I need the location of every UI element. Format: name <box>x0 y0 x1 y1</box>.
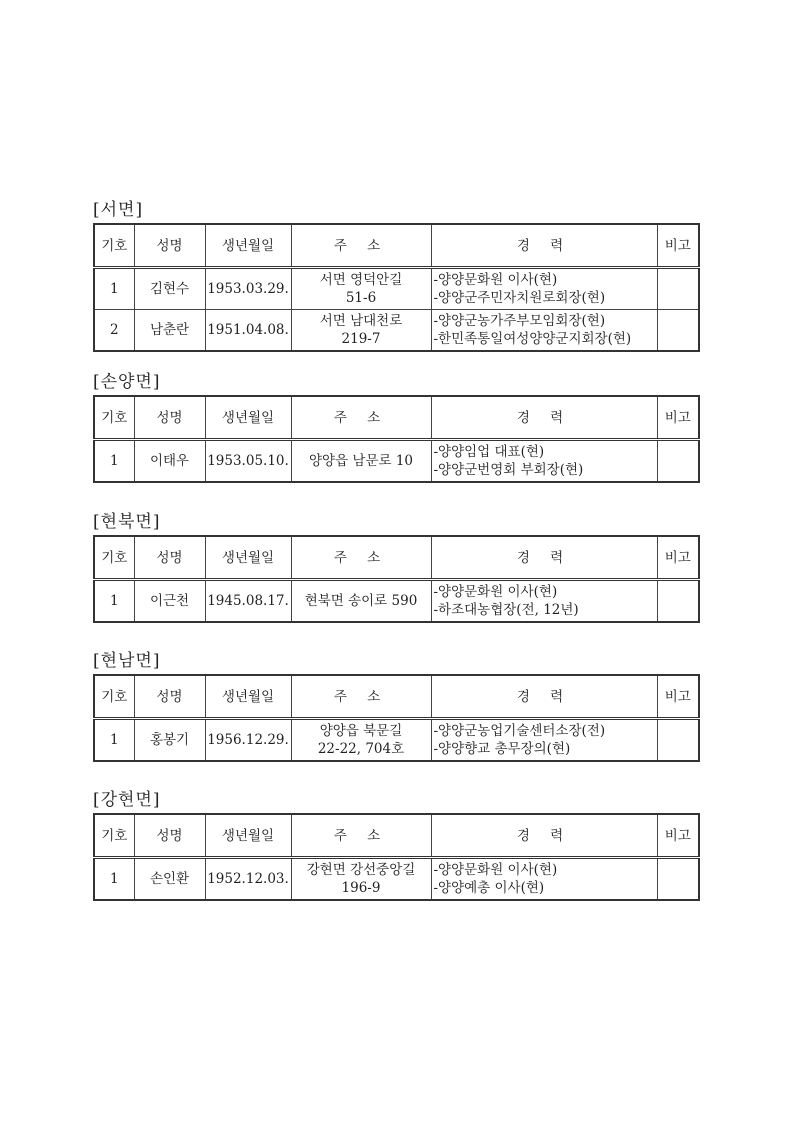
header-name: 성명 <box>134 396 205 440</box>
cell-birth: 1953.03.29. <box>205 268 291 310</box>
header-address: 주 소 <box>291 536 431 580</box>
header-career: 경 력 <box>431 675 657 719</box>
table-row <box>94 858 699 901</box>
header-birth: 생년월일 <box>205 814 291 858</box>
header-career: 경 력 <box>431 396 657 440</box>
career-line: -양양향교 총무장의(현) <box>433 741 571 757</box>
cell-name: 이근천 <box>134 580 205 623</box>
header-row <box>94 814 699 858</box>
career-line: -하조대농협장(전, 12년) <box>433 602 579 618</box>
cell-note <box>657 310 699 352</box>
section-block <box>93 198 700 352</box>
table-row <box>94 580 699 623</box>
cell-birth: 1953.05.10. <box>205 440 291 483</box>
member-table <box>93 813 700 901</box>
address-line: 양양읍 남문로 10 <box>308 453 413 469</box>
table-row <box>94 268 699 310</box>
address-line: 현북면 송이로 590 <box>304 593 418 609</box>
career-line: -양양군주민자치원로회장(현) <box>433 290 606 306</box>
cell-note <box>657 858 699 901</box>
header-birth: 생년월일 <box>205 675 291 719</box>
address-line: 서면 영덕안길 <box>319 272 403 288</box>
cell-address <box>291 268 431 310</box>
cell-note <box>657 580 699 623</box>
header-note: 비고 <box>657 675 699 719</box>
header-name: 성명 <box>134 536 205 580</box>
header-note: 비고 <box>657 814 699 858</box>
header-name: 성명 <box>134 675 205 719</box>
address-line: 22-22, 704호 <box>317 741 405 757</box>
cell-note <box>657 719 699 762</box>
cell-name: 손인환 <box>134 858 205 901</box>
cell-note <box>657 268 699 310</box>
header-address: 주 소 <box>291 675 431 719</box>
cell-no: 1 <box>94 440 134 483</box>
cell-career <box>431 310 657 352</box>
header-address: 주 소 <box>291 224 431 268</box>
table-row <box>94 440 699 483</box>
header-address: 주 소 <box>291 396 431 440</box>
cell-no: 1 <box>94 580 134 623</box>
cell-note <box>657 440 699 483</box>
header-birth: 생년월일 <box>205 536 291 580</box>
career-line: -한민족통일여성양양군지회장(현) <box>433 331 632 347</box>
career-line: -양양군번영회 부회장(현) <box>433 462 584 478</box>
cell-no: 1 <box>94 719 134 762</box>
section-title: [강현면] <box>93 790 161 810</box>
header-note: 비고 <box>657 396 699 440</box>
section-title: [서면] <box>93 200 144 220</box>
header-birth: 생년월일 <box>205 224 291 268</box>
header-no: 기호 <box>94 224 134 268</box>
cell-birth: 1945.08.17. <box>205 580 291 623</box>
address-line: 강현면 강선중앙길 <box>306 862 416 878</box>
cell-address <box>291 440 431 483</box>
cell-no: 2 <box>94 310 134 352</box>
career-line: -양양문화원 이사(현) <box>433 272 558 288</box>
table-row <box>94 719 699 762</box>
cell-name: 홍봉기 <box>134 719 205 762</box>
cell-name: 남춘란 <box>134 310 205 352</box>
member-table <box>93 535 700 623</box>
header-name: 성명 <box>134 224 205 268</box>
address-line: 51-6 <box>345 290 377 306</box>
career-line: -양양군농업기술센터소장(전) <box>433 723 606 739</box>
header-career: 경 력 <box>431 814 657 858</box>
cell-career <box>431 719 657 762</box>
cell-birth: 1952.12.03. <box>205 858 291 901</box>
section-title: [손양면] <box>93 372 161 392</box>
header-no: 기호 <box>94 675 134 719</box>
member-table <box>93 674 700 762</box>
cell-birth: 1956.12.29. <box>205 719 291 762</box>
table-row <box>94 310 699 352</box>
cell-address <box>291 719 431 762</box>
header-career: 경 력 <box>431 536 657 580</box>
cell-name: 김현수 <box>134 268 205 310</box>
cell-career <box>431 858 657 901</box>
career-line: -양양예총 이사(현) <box>433 880 545 896</box>
header-career: 경 력 <box>431 224 657 268</box>
career-line: -양양군농가주부모임회장(현) <box>433 313 606 329</box>
cell-career <box>431 440 657 483</box>
section-block <box>93 370 700 483</box>
cell-address <box>291 310 431 352</box>
section-block <box>93 510 700 623</box>
header-no: 기호 <box>94 814 134 858</box>
address-line: 219-7 <box>341 331 381 347</box>
header-row <box>94 396 699 440</box>
address-line: 서면 남대천로 <box>319 313 403 329</box>
header-address: 주 소 <box>291 814 431 858</box>
career-line: -양양문화원 이사(현) <box>433 584 558 600</box>
header-note: 비고 <box>657 536 699 580</box>
member-table <box>93 223 700 352</box>
header-row <box>94 224 699 268</box>
cell-birth: 1951.04.08. <box>205 310 291 352</box>
section-block <box>93 649 700 762</box>
career-line: -양양문화원 이사(현) <box>433 862 558 878</box>
section-title: [현남면] <box>93 651 161 671</box>
header-note: 비고 <box>657 224 699 268</box>
cell-name: 이태우 <box>134 440 205 483</box>
cell-no: 1 <box>94 268 134 310</box>
cell-career <box>431 580 657 623</box>
cell-no: 1 <box>94 858 134 901</box>
cell-address <box>291 580 431 623</box>
header-row <box>94 536 699 580</box>
header-row <box>94 675 699 719</box>
section-title: [현북면] <box>93 512 161 532</box>
header-birth: 생년월일 <box>205 396 291 440</box>
address-line: 196-9 <box>341 880 381 896</box>
section-block <box>93 788 700 901</box>
cell-address <box>291 858 431 901</box>
cell-career <box>431 268 657 310</box>
address-line: 양양읍 북문길 <box>319 723 403 739</box>
career-line: -양양임업 대표(현) <box>433 444 545 460</box>
header-no: 기호 <box>94 536 134 580</box>
member-table <box>93 395 700 483</box>
header-name: 성명 <box>134 814 205 858</box>
header-no: 기호 <box>94 396 134 440</box>
